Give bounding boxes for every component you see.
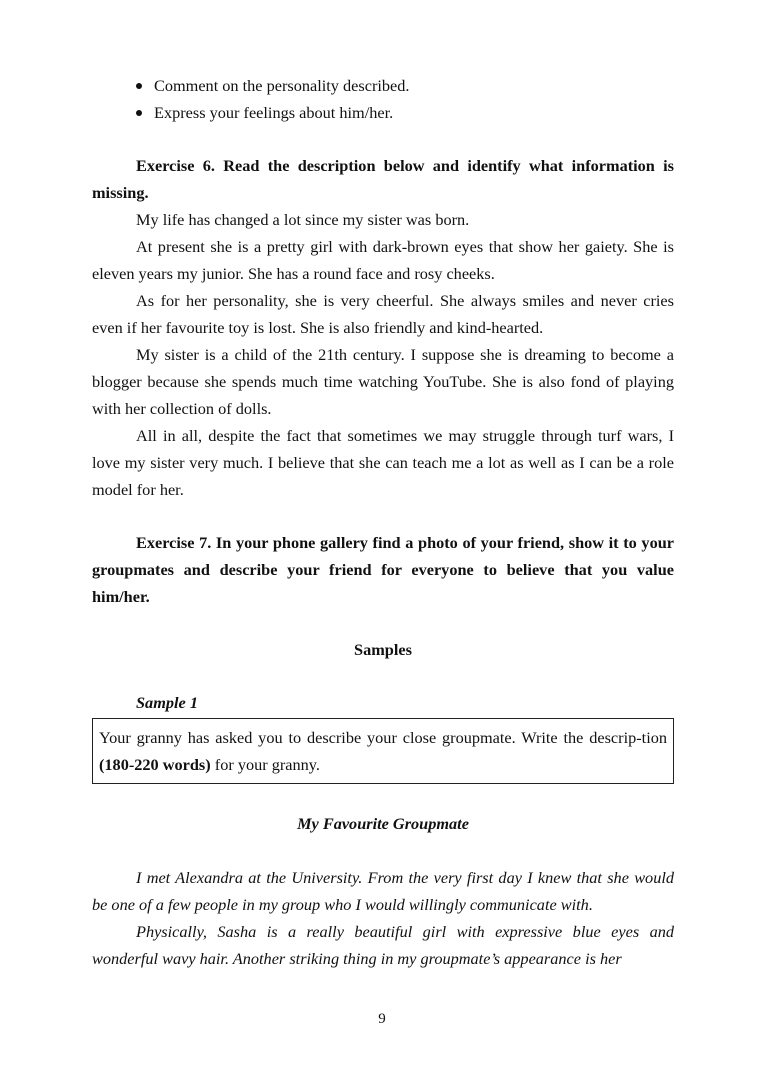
page-number: 9 bbox=[378, 1011, 386, 1027]
exercise-6-paragraph: My sister is a child of the 21th century. I suppose she is dreaming to become a blogger because she spends much time watching YouTube. She is also fond of playing with her collection of dolls. bbox=[92, 345, 674, 418]
exercise-6-heading: Exercise 6. Read the description below and identify what information is missing. bbox=[92, 156, 674, 202]
sample-1-task-box bbox=[92, 718, 674, 784]
exercise-6-paragraph: My life has changed a lot since my sister was born. bbox=[136, 210, 470, 229]
exercise-7-heading: Exercise 7. In your phone gallery find a photo of your friend, show it to your groupmates and describe your friend for everyone to believe that you value him/her. bbox=[92, 533, 674, 606]
page-content bbox=[92, 72, 674, 972]
bullet-icon bbox=[136, 110, 142, 116]
exercise-6-paragraph: At present she is a pretty girl with dark-brown eyes that show her gaiety. She is eleven years my junior. She has a round face and rosy cheeks. bbox=[92, 237, 674, 283]
essay-paragraph: Physically, Sasha is a really beautiful girl with expressive blue eyes and wonderful wavy hair. Another striking thing in my groupmate’s appearance is her bbox=[92, 922, 674, 968]
bullet-item: Express your feelings about him/her. bbox=[92, 99, 674, 126]
samples-heading: Samples bbox=[354, 640, 412, 659]
essay-paragraph: I met Alexandra at the University. From the very first day I knew that she would be one of a few people in my group who I would willingly communicate with. bbox=[92, 868, 674, 914]
bullet-list bbox=[92, 72, 674, 126]
bullet-item: Comment on the personality described. bbox=[92, 72, 674, 99]
essay-title: My Favourite Groupmate bbox=[297, 814, 469, 833]
sample-1-task: Your granny has asked you to describe your close groupmate. Write the descrip-tion (180-220 words) for your granny. bbox=[99, 728, 667, 774]
exercise-6-paragraph: All in all, despite the fact that sometimes we may struggle through turf wars, I love my sister very much. I believe that she can teach me a lot as well as I can be a role model for her. bbox=[92, 426, 674, 499]
bullet-icon bbox=[136, 83, 142, 89]
exercise-6-paragraph: As for her personality, she is very cheerful. She always smiles and never cries even if her favourite toy is lost. She is also friendly and kind-hearted. bbox=[92, 291, 674, 337]
sample-1-label: Sample 1 bbox=[136, 693, 198, 712]
